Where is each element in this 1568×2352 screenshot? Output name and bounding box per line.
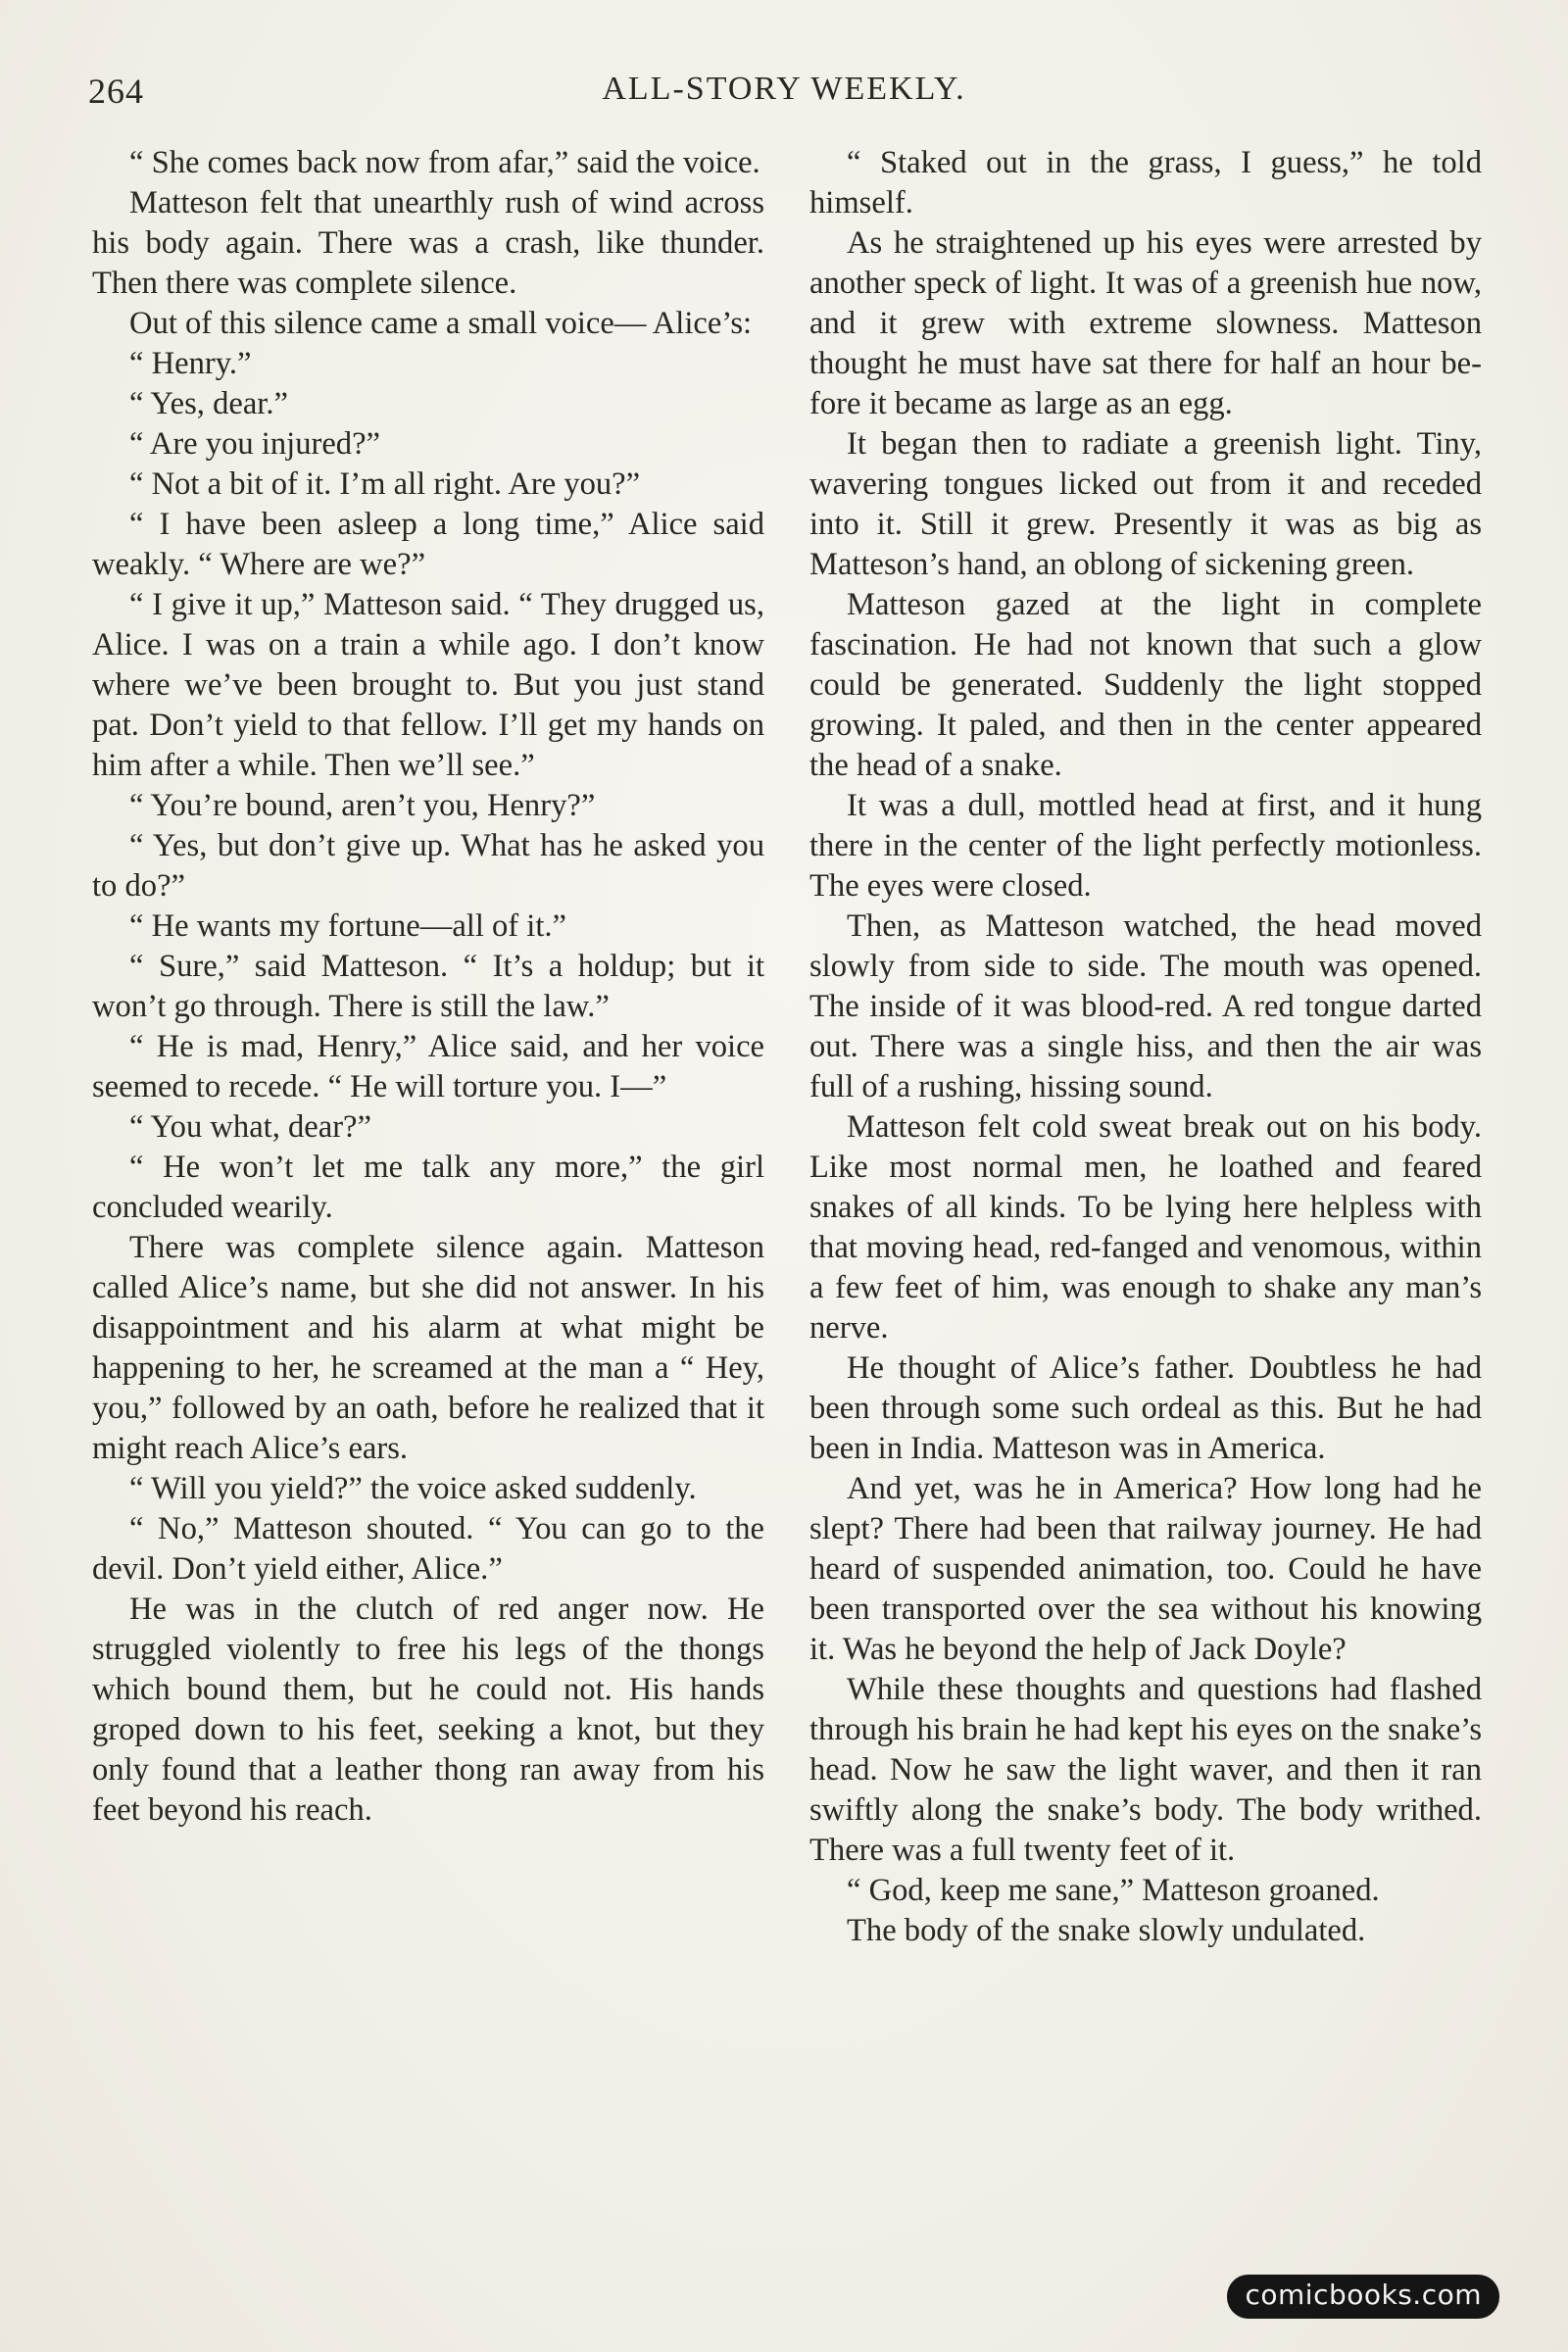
paragraph: It was a dull, mottled head at first, and it hung there in the center of the light perfectly motionless. The eyes were closed.	[809, 788, 1482, 904]
paragraph: “ He won’t let me talk any more,” the girl concluded wearily.	[92, 1150, 764, 1225]
paragraph: He thought of Alice’s father. Doubtless he had been through some such ordeal as this. But he had been in India. Matteson was in America.	[809, 1350, 1482, 1466]
paragraph: He was in the clutch of red anger now. He struggled violently to free his legs of the thongs which bound them, but he could not. His hands groped down to his feet, seeking a knot, but they only found that a leather thong ran away from his feet beyond his reach.	[92, 1592, 764, 1828]
page-header	[88, 71, 1480, 122]
paragraph: “ Sure,” said Matteson. “ It’s a holdup; but it won’t go through. There is still the law.”	[92, 949, 764, 1024]
page-number: 264	[88, 72, 144, 111]
paragraph: “ Yes, dear.”	[129, 386, 288, 421]
paragraph: “ I have been asleep a long time,” Alice said weakly. “ Where are we?”	[92, 507, 764, 582]
paragraph: Out of this silence came a small voice— Alice’s:	[129, 306, 753, 341]
paragraph: “ He is mad, Henry,” Alice said, and her voice seemed to recede. “ He will torture you. I—”	[92, 1029, 764, 1104]
paragraph: “ He wants my fortune—all of it.”	[129, 908, 567, 944]
paragraph: Matteson gazed at the light in complete fascination. He had not known that such a glow could be generated. Suddenly the light stopped growing. It paled, and then in the center appeared the head of a snake.	[809, 587, 1482, 783]
left-column	[92, 143, 764, 2279]
paragraph: As he straightened up his eyes were arrested by another speck of light. It was of a greenish hue now, and it grew with extreme slowness. Matteson thought he must have sat there for half an hour before it became as large as an egg.	[809, 225, 1482, 421]
paragraph: “ Henry.”	[129, 346, 252, 381]
paragraph: “ Not a bit of it. I’m all right. Are you?”	[129, 466, 641, 502]
paragraph: Then, as Matteson watched, the head moved slowly from side to side. The mouth was opened. The inside of it was blood-red. A red tongue darted out. There was a single hiss, and then the air was full of a rushing, hissing sound.	[809, 908, 1482, 1104]
paragraph: The body of the snake slowly undulated.	[847, 1913, 1366, 1948]
paragraph: And yet, was he in America? How long had he slept? There had been that railway journey. He had heard of suspended animation, too. Could he have been transported over the sea without his knowing it. Was he beyond the help of Jack Doyle?	[809, 1471, 1482, 1667]
paragraph: Matteson felt cold sweat break out on his body. Like most normal men, he loathed and feared snakes of all kinds. To be lying here helpless with that moving head, red-fanged and venomous, within a few feet of him, was enough to shake any man’s nerve.	[809, 1109, 1482, 1346]
paragraph: “ Yes, but don’t give up. What has he asked you to do?”	[92, 828, 764, 904]
watermark-badge: comicbooks.com	[1227, 2275, 1499, 2319]
paragraph: Matteson felt that unearthly rush of wind across his body again. There was a crash, like thunder. Then there was complete silence.	[92, 185, 764, 301]
right-column	[809, 143, 1482, 2279]
paragraph: While these thoughts and questions had flashed through his brain he had kept his eyes on the snake’s head. Now he saw the light waver, and then it ran swiftly along the snake’s body. The body writhed. There was a full twenty feet of it.	[809, 1672, 1482, 1868]
paragraph: “ God, keep me sane,” Matteson groaned.	[847, 1873, 1380, 1908]
paragraph: “ I give it up,” Matteson said. “ They drugged us, Alice. I was on a train a while ago. I don’t know where we’ve been brought to. But you just stand pat. Don’t yield to that fellow. I’ll get my hands on him after a while. Then we’ll see.”	[92, 587, 764, 783]
text-columns	[92, 143, 1482, 2279]
paragraph: “ Staked out in the grass, I guess,” he told himself.	[809, 145, 1482, 220]
paragraph: “ You’re bound, aren’t you, Henry?”	[129, 788, 596, 823]
paragraph: It began then to radiate a greenish light. Tiny, wavering tongues licked out from it and receded into it. Still it grew. Presently it was as big as Matteson’s hand, an oblong of sickening green.	[809, 426, 1482, 582]
paragraph: There was complete silence again. Matteson called Alice’s name, but she did not answer. In his disappointment and his alarm at what might be happening to her, he screamed at the man a “ Hey, you,” followed by an oath, before he realized that it might reach Alice’s ears.	[92, 1230, 764, 1466]
running-title: ALL-STORY WEEKLY.	[602, 71, 966, 107]
paragraph: “ Will you yield?” the voice asked suddenly.	[129, 1471, 697, 1506]
paragraph: “ Are you injured?”	[129, 426, 380, 462]
paragraph: “ She comes back now from afar,” said the voice.	[129, 145, 760, 180]
paragraph: “ You what, dear?”	[129, 1109, 371, 1145]
paragraph: “ No,” Matteson shouted. “ You can go to the devil. Don’t yield either, Alice.”	[92, 1511, 764, 1587]
